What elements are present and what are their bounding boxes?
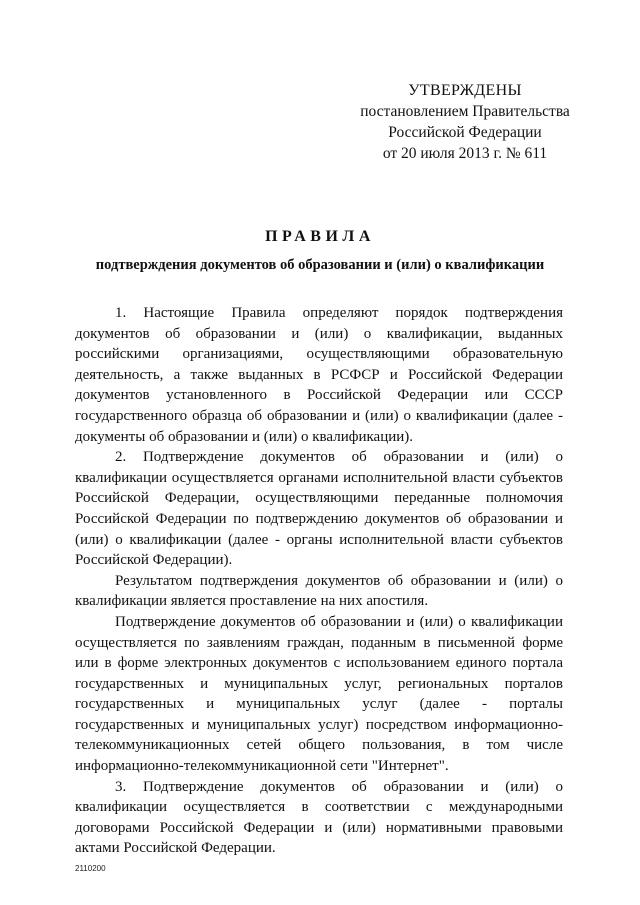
document-title: ПРАВИЛА xyxy=(265,228,375,245)
approval-line-2: Российской Федерации xyxy=(388,124,542,141)
approval-line-3: от 20 июля 2013 г. № 611 xyxy=(382,145,548,162)
footer-code: 2110200 xyxy=(75,864,106,873)
paragraph-1: 1. Настоящие Правила определяют порядок подтверждения документов об образовании и (или) о квалификации, выданных российскими организациями, осуществляющими образовательную деятельность, а также выданных в РСФСР и Российской Федерации документов установленного в Российской Федерации или СССР государственного образца об образовании и (или) о квалификации (далее - документы об образовании и (или) о квалификации). xyxy=(75,305,563,445)
paragraph-5: 3. Подтверждение документов об образовании и (или) о квалификации осуществляется в соответствии с международными договорами Российской Федерации и (или) нормативными правовыми актами Российской Федерации. xyxy=(75,778,563,857)
document-body xyxy=(75,303,563,859)
approval-block xyxy=(350,80,580,164)
approval-line-1: постановлением Правительства xyxy=(360,103,570,120)
paragraph-2: 2. Подтверждение документов об образовании и (или) о квалификации осуществляется органами исполнительной власти субъектов Российской Федерации, осуществляющими переданные полномочия Российской Федерации по подтверждению документов об образовании и (или) о квалификации (далее - органы исполнительной власти субъектов Российской Федерации). xyxy=(75,449,563,569)
approval-heading: УТВЕРЖДЕНЫ xyxy=(408,82,522,99)
paragraph-4: Подтверждение документов об образовании и (или) о квалификации осуществляется по заявлениям граждан, поданным в письменной форме или в форме электронных документов с использованием единого портала государственных и муниципальных услуг, региональных порталов государственных и муниципальных услуг (далее - порталы государственных и муниципальных услуг) посредством информационно-телекоммуникационных сетей общего пользования, в том числе информационно-телекоммуникационной сети "Интернет". xyxy=(75,613,563,775)
document-subtitle: подтверждения документов об образовании и (или) о квалификации xyxy=(95,257,545,273)
paragraph-3: Результатом подтверждения документов об образовании и (или) о квалификации является проставление на них апостиля. xyxy=(75,572,563,610)
